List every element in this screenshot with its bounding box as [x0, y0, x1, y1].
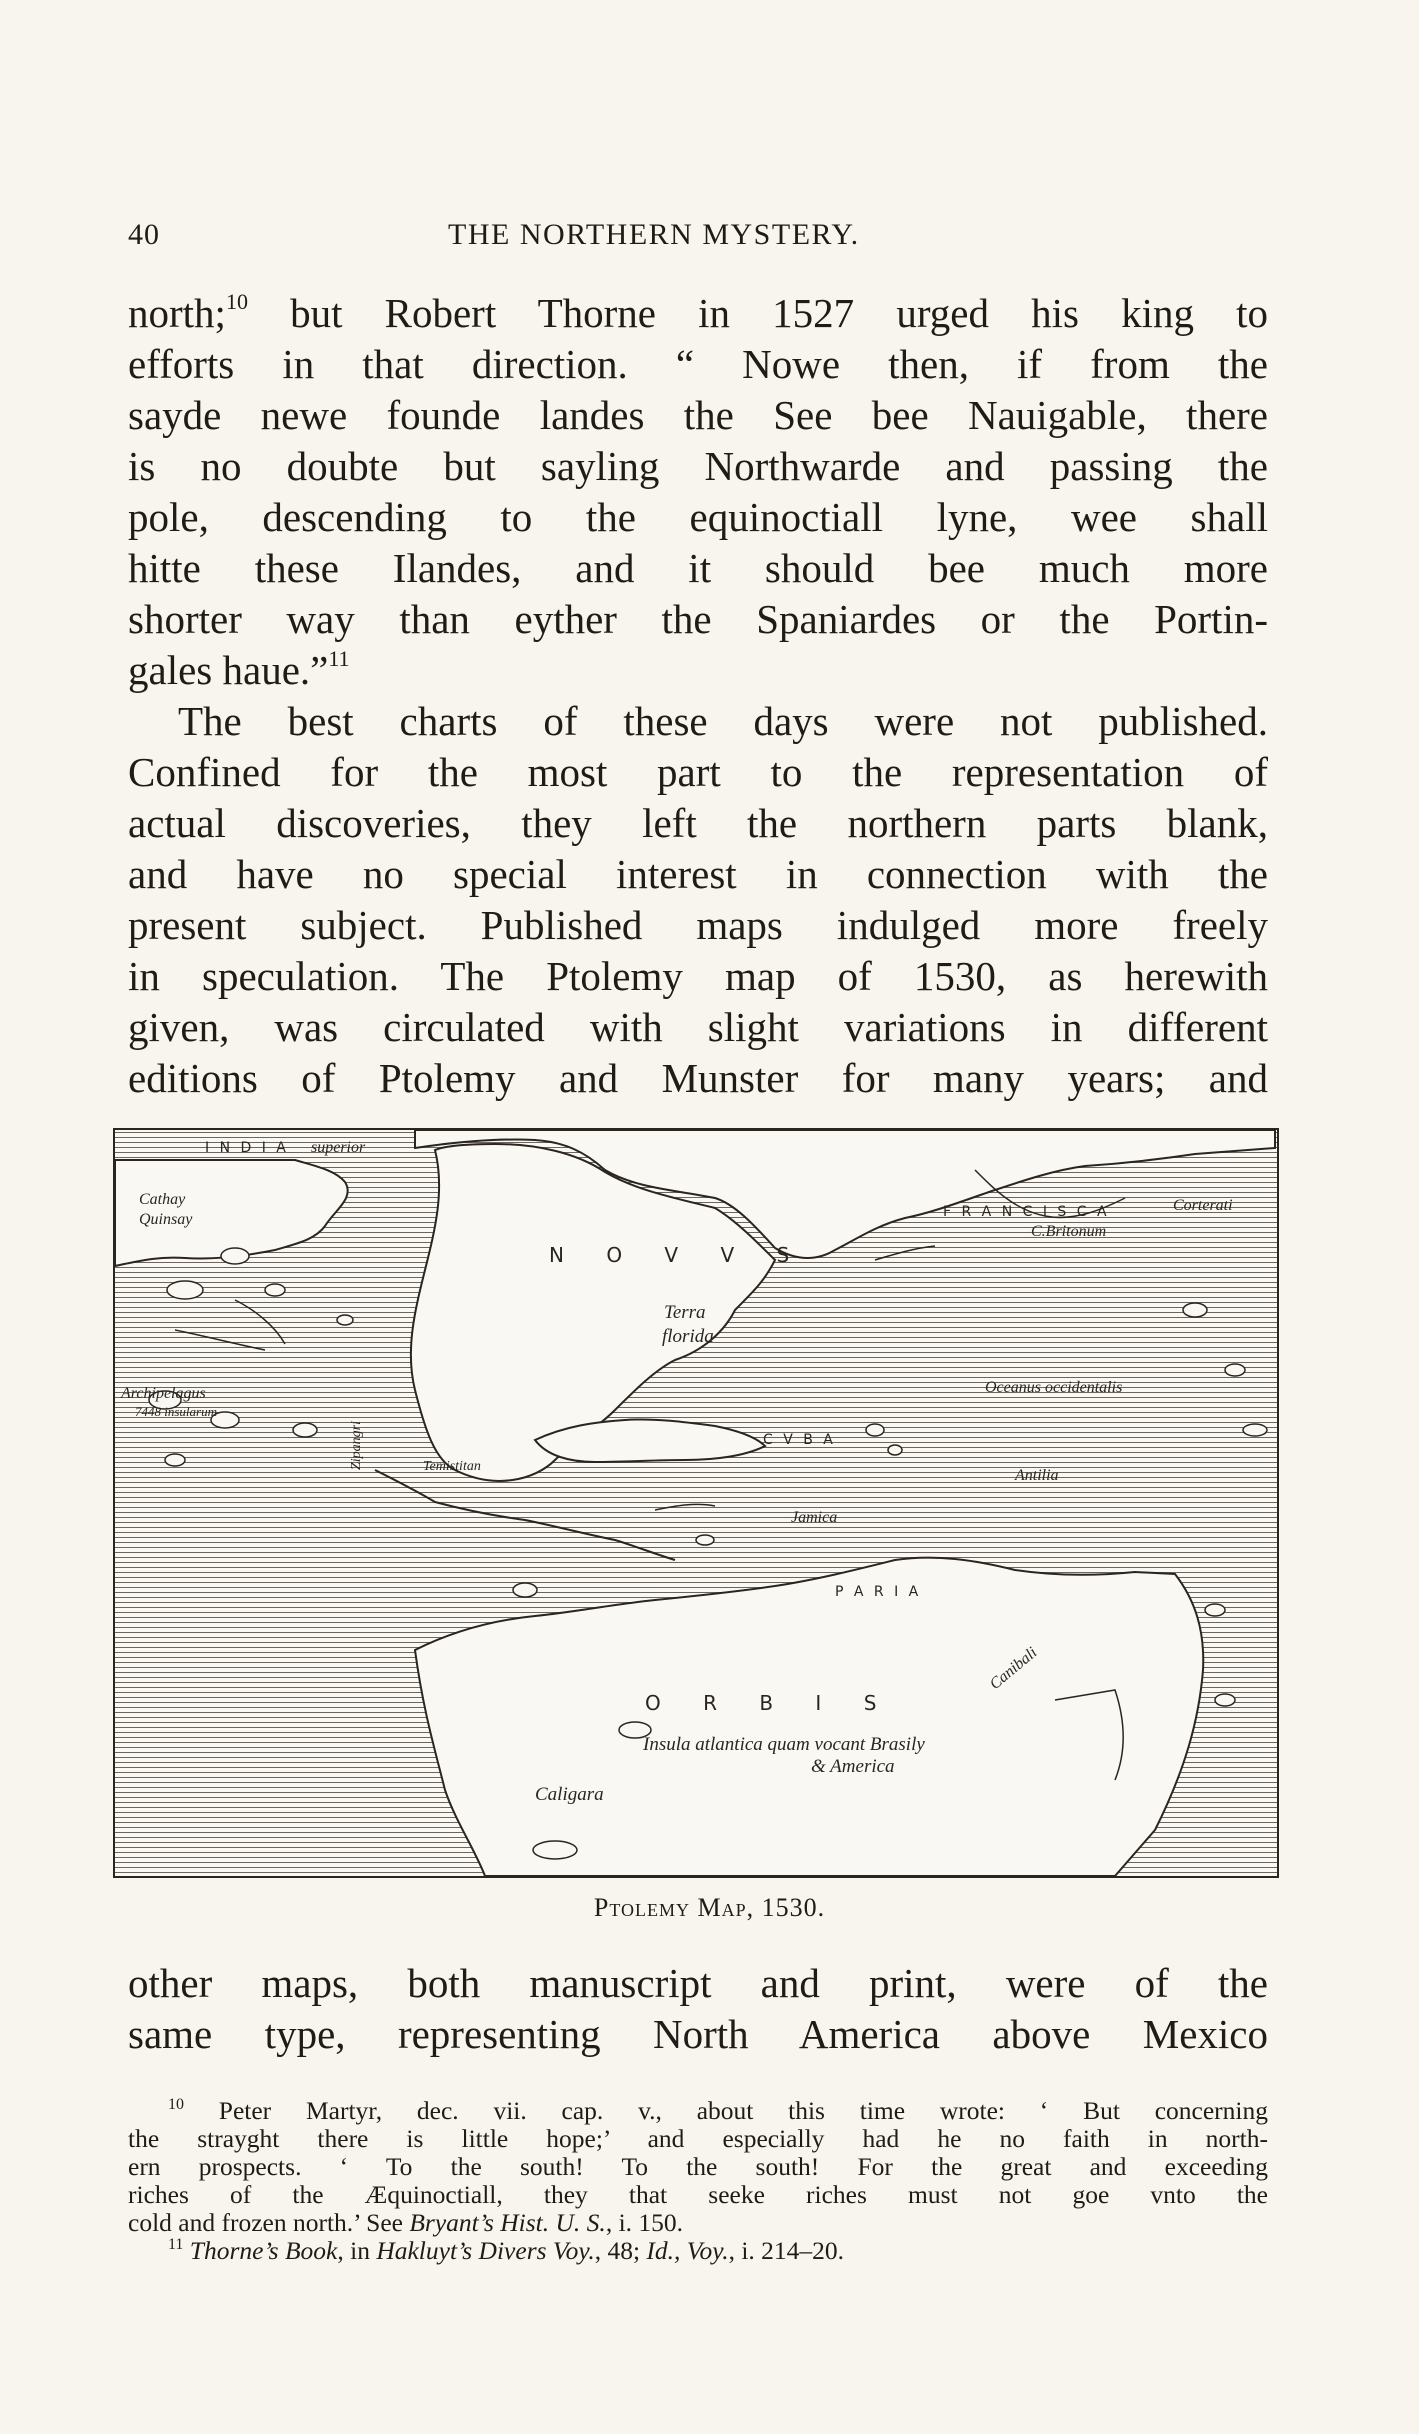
paragraph-1 [128, 288, 1268, 696]
text-line: Confined for the most part to the representation of [128, 749, 1268, 795]
map-label-insula: Insula atlantica quam vocant Brasily [643, 1734, 925, 1755]
text-line: other maps, both manuscript and print, were of the [128, 1960, 1268, 2006]
ptolemy-map-illustration [113, 1128, 1279, 1878]
text-line: present subject. Published maps indulged more freely [128, 902, 1268, 948]
map-label-caligara: Caligara [535, 1784, 604, 1805]
text-line: is no doubte but sayling Northwarde and passing the [128, 443, 1268, 489]
footnote-marker-10: 10 [168, 2097, 184, 2113]
footnote-10-line: $^{10}$ Peter Martyr, dec. vii. cap. v., about this time wrote: ‘ But concerning [168, 2097, 1268, 2125]
map-label-francisca: F R A N C I S C A [943, 1204, 1110, 1220]
map-label-corterati: Corterati [1173, 1197, 1233, 1214]
map-label-terra: Terra [664, 1302, 706, 1323]
map-label-jamica: Jamica [791, 1509, 838, 1526]
map-label-quinsay: Quinsay [139, 1211, 193, 1228]
text-line: actual discoveries, they left the northern parts blank, [128, 800, 1268, 846]
footnote-10-line: the strayght there is little hope;’ and especially had he no faith in north- [128, 2125, 1268, 2153]
map-label-florida: florida [662, 1326, 714, 1347]
footnote-ref-11: 11 [328, 646, 350, 671]
text-line: gales haue.”$^{11}$ [128, 646, 350, 693]
map-label-novus: N O V V S [549, 1243, 808, 1267]
map-label-canibali: Canibali [986, 1644, 1041, 1694]
map-label-cathay: Cathay [139, 1191, 186, 1208]
paragraph-3 [128, 1958, 1268, 2060]
footnote-ref-10: 10 [225, 289, 248, 314]
text-line: shorter way than eyther the Spaniardes or the Portin- [128, 596, 1268, 642]
text-line: same type, representing North America above Mexico [128, 2011, 1268, 2057]
text-line: and have no special interest in connection with the [128, 851, 1268, 897]
map-label-paria: P A R I A [835, 1584, 922, 1600]
footnote-10-line: cold and frozen north.’ See Bryant’s Hist. U. S., i. 150. [128, 2209, 684, 2237]
running-title: THE NORTHERN MYSTERY. [448, 218, 860, 251]
text-line: hitte these Ilandes, and it should bee much more [128, 545, 1268, 591]
map-label-archipelagus: Archipelagus [121, 1385, 206, 1402]
map-label-orbis: O R B I S [645, 1691, 895, 1715]
map-label-antilia: Antilia [1015, 1467, 1059, 1484]
text-line: pole, descending to the equinoctiall lyne, wee shall [128, 494, 1268, 540]
map-label-india: I N D I A [205, 1140, 289, 1156]
footnote-10-line: riches of the Æquinoctiall, they that seeke riches must not goe vnto the [128, 2181, 1268, 2209]
running-header [128, 218, 1258, 258]
map-label-zipangri: Zipangri [349, 1420, 364, 1470]
map-label-america: & America [811, 1756, 895, 1777]
map-label-superior: superior [311, 1139, 366, 1156]
map-label-temistitan: Temistitan [423, 1459, 481, 1474]
figure-caption: Ptolemy Map, 1530. [593, 1893, 826, 1922]
footnote-10-line: ern prospects. ‘ To the south! To the south! For the great and exceeding [128, 2153, 1268, 2181]
text-line: in speculation. The Ptolemy map of 1530, as herewith [128, 953, 1268, 999]
page-number: 40 [128, 218, 160, 251]
map-label-cuba: C V B A [763, 1432, 836, 1448]
footnote-11-line: $^{11}$ Thorne’s Book, in Hakluyt’s Divers Voy., 48; Id., Voy., i. 214–20. [168, 2237, 845, 2265]
text-line: given, was circulated with slight variations in different [128, 1004, 1268, 1050]
footnote-marker-11: 11 [168, 2237, 184, 2253]
footnotes [128, 2097, 1268, 2265]
map-label-oceanus: Oceanus occidentalis [985, 1379, 1123, 1396]
text-line: efforts in that direction. “ Nowe then, if from the [128, 341, 1268, 387]
map-engraving [115, 1130, 1277, 1876]
text-line: sayde newe founde landes the See bee Nauigable, there [128, 392, 1268, 438]
citation-title: Bryant’s Hist. U. S. [409, 2209, 606, 2237]
text-line: editions of Ptolemy and Munster for many years; and [128, 1055, 1268, 1101]
text-line: The best charts of these days were not published. [178, 698, 1268, 744]
paragraph-2 [128, 696, 1268, 1104]
map-label-insularum: 7448 insularum [135, 1404, 217, 1419]
text-line: north;$^{10}$ but Robert Thorne in 1527 urged his king to [128, 289, 1268, 336]
map-label-britonum: C.Britonum [1031, 1223, 1107, 1240]
